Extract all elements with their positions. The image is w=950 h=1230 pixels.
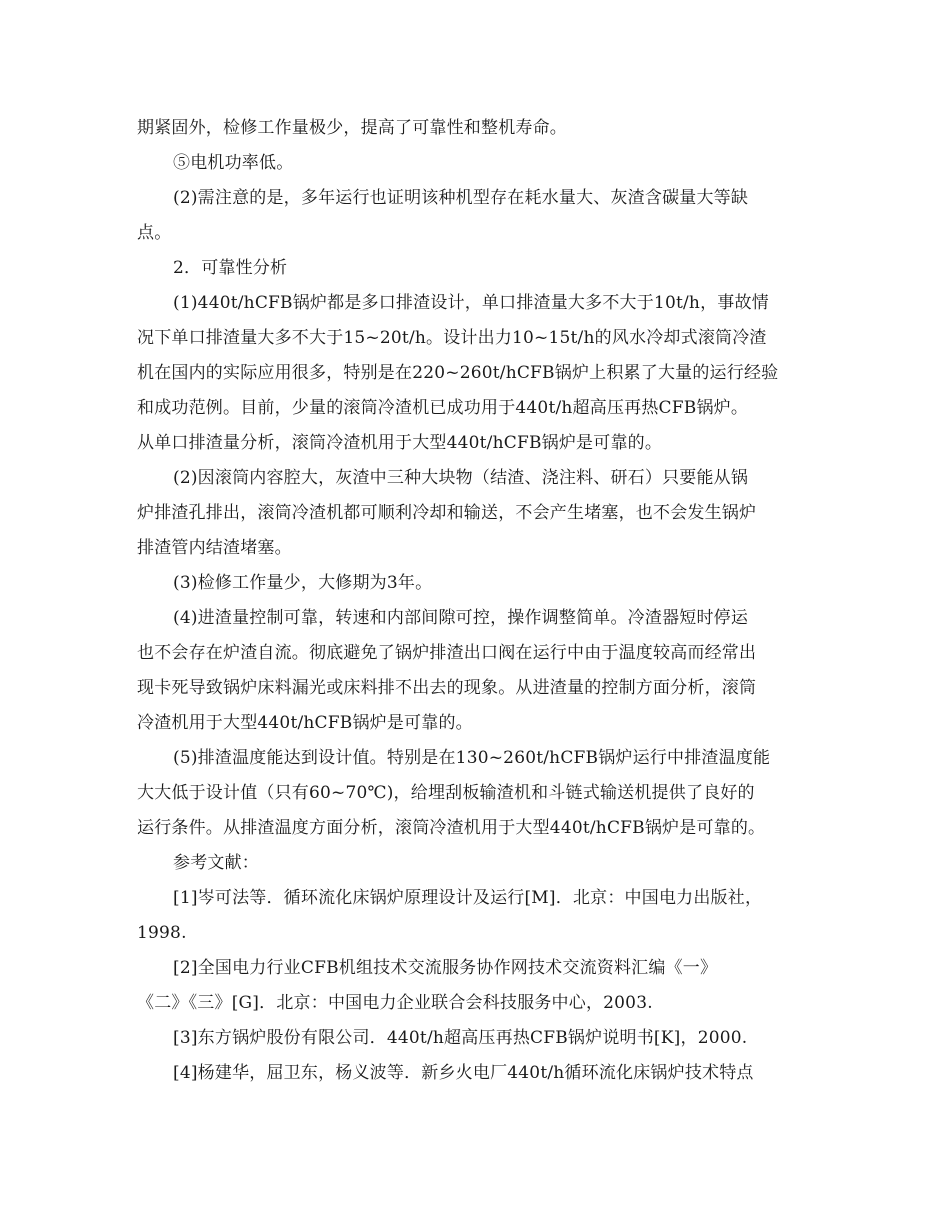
reference-4-line-1: [4]杨建华，屈卫东，杨义波等．新乡火电厂440t/h循环流化床锅炉技术特点 [173,1063,754,1083]
para-4-line-4: 冷渣机用于大型440t/hCFB锅炉是可靠的。 [137,713,473,733]
para-3-line-1: (3)检修工作量少，大修期为3年。 [173,573,433,593]
list-item-5: ⑤电机功率低。 [173,153,294,173]
para-1-line-4: 和成功范例。目前，少量的滚筒冷渣机已成功用于440t/h超高压再热CFB锅炉。 [137,398,749,418]
para-1-line-3: 机在国内的实际应用很多，特别是在220~260t/hCFB锅炉上积累了大量的运行经验 [137,363,779,383]
para-2-line-3: 排渣管内结渣堵塞。 [137,538,292,558]
paragraph-2-line-2: 点。 [137,223,172,243]
reference-2-line-1: [2]全国电力行业CFB机组技术交流服务协作网技术交流资料汇编《一》 [173,958,718,978]
paragraph-2-line-1: (2)需注意的是，多年运行也证明该种机型存在耗水量大、灰渣含碳量大等缺 [173,188,749,208]
reference-2-line-2: 《二》《三》[G]．北京：中国电力企业联合会科技服务中心，2003. [137,993,653,1013]
para-5-line-2: 大大低于设计值（只有60~70℃)，给埋刮板输渣机和斗链式输送机提供了良好的 [137,783,755,803]
para-4-line-2: 也不会存在炉渣自流。彻底避免了锅炉排渣出口阀在运行中由于温度较高而经常出 [137,643,757,663]
para-1-line-1: (1)440t/hCFB锅炉都是多口排渣设计，单口排渣量大多不大于10t/h，事故情 [173,293,769,313]
para-2-line-1: (2)因滚筒内容腔大，灰渣中三种大块物（结渣、浇注料、研石）只要能从锅 [173,468,749,488]
references-heading: 参考文献： [173,853,259,873]
para-5-line-1: (5)排渣温度能达到设计值。特别是在130~260t/hCFB锅炉运行中排渣温度能 [173,748,771,768]
para-1-line-2: 况下单口排渣量大多不大于15~20t/h。设计出力10~15t/h的风水冷却式滚筒冷渣 [137,328,767,348]
reference-1-line-2: 1998. [137,923,187,943]
para-5-line-3: 运行条件。从排渣温度方面分析，滚筒冷渣机用于大型440t/hCFB锅炉是可靠的。 [137,818,766,838]
reference-1-line-1: [1]岑可法等．循环流化床锅炉原理设计及运行[M]．北京：中国电力出版社， [173,888,763,908]
para-1-line-5: 从单口排渣量分析，滚筒冷渣机用于大型440t/hCFB锅炉是可靠的。 [137,433,663,453]
section-heading: 2．可靠性分析 [173,258,288,278]
para-4-line-1: (4)进渣量控制可靠，转速和内部间隙可控，操作调整简单。冷渣器短时停运 [173,608,749,628]
para-4-line-3: 现卡死导致锅炉床料漏光或床料排不出去的现象。从进渣量的控制方面分析，滚筒 [137,678,757,698]
para-2-line-2: 炉排渣孔排出，滚筒冷渣机都可顺利冷却和输送，不会产生堵塞，也不会发生锅炉 [137,503,757,523]
reference-3: [3]东方锅炉股份有限公司．440t/h超高压再热CFB锅炉说明书[K]，2000. [173,1028,748,1048]
text-line-cont-1: 期紧固外，检修工作量极少，提高了可靠性和整机寿命。 [137,118,567,138]
